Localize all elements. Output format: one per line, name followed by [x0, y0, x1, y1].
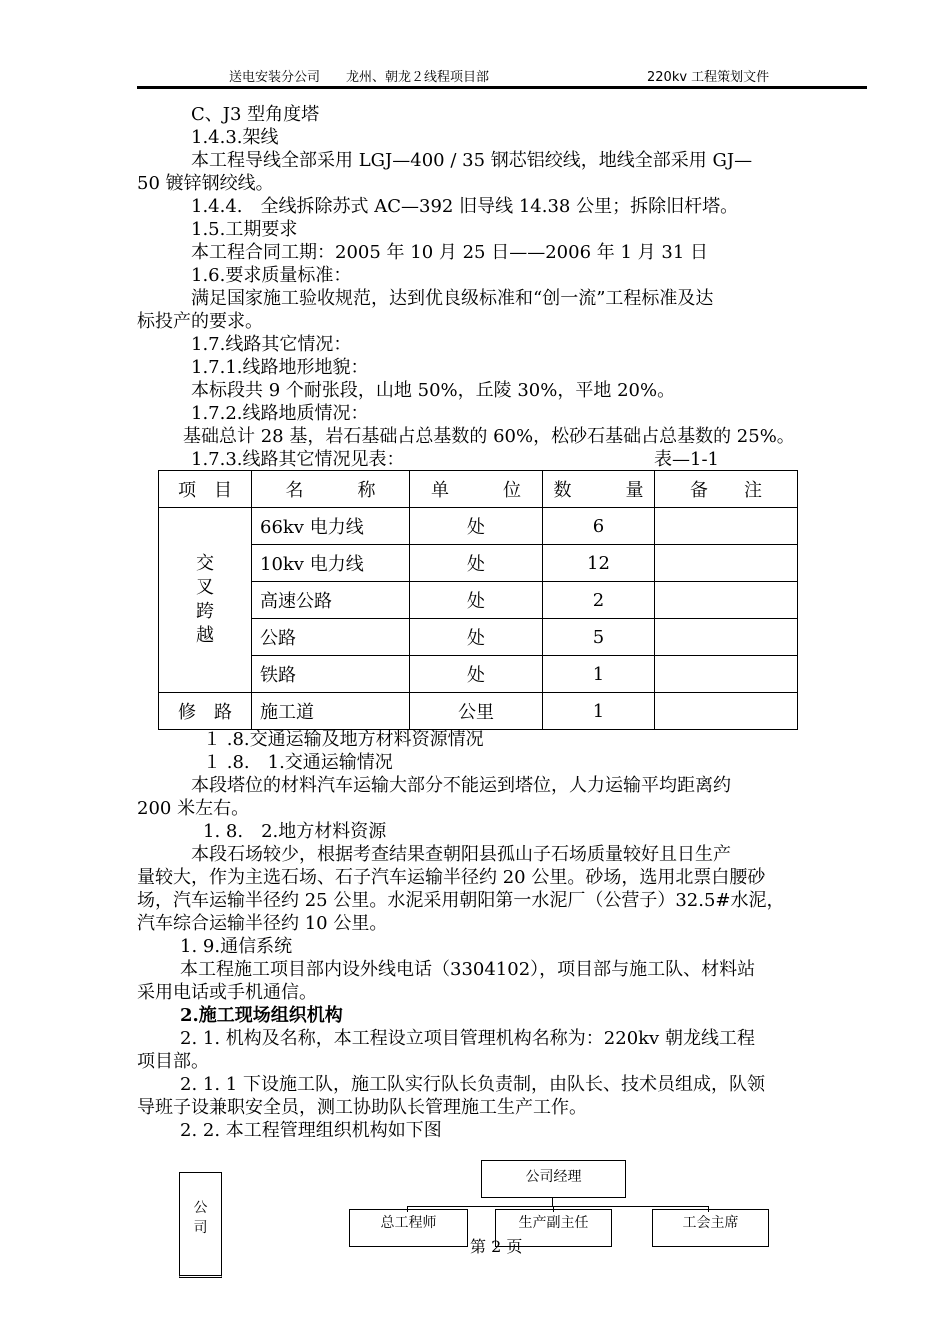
name-cell: 施工道 — [252, 693, 410, 730]
note-cell — [655, 582, 798, 619]
header-project: 龙州、朝龙２线程项目部 — [346, 70, 490, 85]
text-line: 本段塔位的材料汽车运输大部分不能运到塔位，人力运输平均距离约 — [191, 775, 731, 796]
text-line: 本工程导线全部采用 LGJ—400 / 35 钢芯铝绞线，地线全部采用 GJ— — [191, 150, 753, 171]
section-heading: 1.7.1.线路地形地貌： — [191, 357, 369, 378]
header-cell: 名 称 — [252, 471, 410, 508]
section-heading: 2. 2. 本工程管理组织机构如下图 — [180, 1120, 442, 1141]
org-left-box — [179, 1172, 222, 1278]
section-heading: 1.4.3.架线 — [191, 127, 279, 148]
section-heading: 1.7.线路其它情况： — [191, 334, 352, 355]
org-deputy-box: 生产副主任 — [495, 1209, 612, 1247]
text-line: 本段石场较少，根据考查结果查朝阳县孤山子石场质量较好且日生产 — [191, 844, 731, 865]
section-heading: 2.施工现场组织机构 — [180, 1005, 343, 1026]
header-cell: 数 量 — [543, 471, 655, 508]
text-line: 采用电话或手机通信。 — [137, 982, 317, 1003]
table-row — [159, 619, 798, 656]
section-heading: 1.7.3.线路其它情况见表： — [191, 449, 405, 470]
text-line: 本工程施工项目部内设外线电话（3304102），项目部与施工队、材料站 — [180, 959, 756, 980]
name-cell: 公路 — [252, 619, 410, 656]
note-cell — [655, 693, 798, 730]
header-company: 送电安装分公司 — [229, 70, 321, 85]
table-row — [159, 656, 798, 693]
text-line: 2. 1. 机构及名称，本工程设立项目管理机构名称为：220kv 朝龙线工程 — [180, 1028, 755, 1049]
text-line: 项目部。 — [137, 1051, 209, 1072]
org-chief-engineer-box: 总工程师 — [349, 1209, 468, 1247]
text-line: 基础总计 28 基，岩石基础占总基数的 60%，松砂石基础占总基数的 25%。 — [183, 426, 795, 447]
unit-cell: 处 — [410, 656, 543, 693]
text-line: 量较大，作为主选石场、石子汽车运输半径约 20 公里。砂场，选用北票白腰砂 — [137, 867, 766, 888]
crossing-table — [158, 470, 798, 730]
section-heading: １ .8. 1.交通运输情况 — [203, 752, 393, 773]
text-line: 1.4.4. 全线拆除苏式 AC—392 旧导线 14.38 公里；拆除旧杆塔。 — [191, 196, 739, 217]
unit-cell: 处 — [410, 545, 543, 582]
section-heading: 1. 9.通信系统 — [180, 936, 293, 957]
text-line: 200 米左右。 — [137, 798, 250, 819]
org-left-label: 公司 — [193, 1200, 208, 1236]
section-heading: １ .8.交通运输及地方材料资源情况 — [203, 729, 484, 750]
header-rule — [137, 86, 867, 89]
group-cell-crossing — [159, 508, 252, 693]
note-cell — [655, 545, 798, 582]
qty-cell: 6 — [543, 508, 655, 545]
qty-cell: 1 — [543, 693, 655, 730]
qty-cell: 2 — [543, 582, 655, 619]
text-line: C、J3 型角度塔 — [191, 104, 320, 125]
header-cell: 备 注 — [655, 471, 798, 508]
page-number: 第 2 页 — [470, 1237, 523, 1256]
name-cell: 铁路 — [252, 656, 410, 693]
section-heading: 1.6.要求质量标准： — [191, 265, 352, 286]
table-row — [159, 693, 798, 730]
text-line: 标投产的要求。 — [137, 311, 263, 332]
unit-cell: 处 — [410, 582, 543, 619]
qty-cell: 12 — [543, 545, 655, 582]
section-heading: 1.7.2.线路地质情况： — [191, 403, 369, 424]
name-cell: 高速公路 — [252, 582, 410, 619]
unit-cell: 公里 — [410, 693, 543, 730]
text-line: 场，汽车运输半径约 25 公里。水泥采用朝阳第一水泥厂（公营子）32.5#水泥， — [137, 890, 785, 911]
unit-cell: 处 — [410, 619, 543, 656]
text-line: 本标段共 9 个耐张段，山地 50%，丘陵 30%，平地 20%。 — [191, 380, 676, 401]
unit-cell: 处 — [410, 508, 543, 545]
group-cell-road: 修 路 — [159, 693, 252, 730]
note-cell — [655, 619, 798, 656]
header-doc-title: 220kv 工程策划文件 — [647, 70, 770, 85]
name-cell: 66kv 电力线 — [252, 508, 410, 545]
note-cell — [655, 656, 798, 693]
qty-cell: 5 — [543, 619, 655, 656]
org-manager-box: 公司经理 — [481, 1160, 626, 1198]
text-line: 2. 1. 1 下设施工队，施工队实行队长负责制，由队长、技术员组成，队领 — [180, 1074, 765, 1095]
text-line: 汽车综合运输半径约 10 公里。 — [137, 913, 388, 934]
table-row — [159, 508, 798, 545]
section-heading: 1. 8. 2.地方材料资源 — [203, 821, 387, 842]
table-row — [159, 545, 798, 582]
table-row — [159, 582, 798, 619]
header-cell: 项 目 — [159, 471, 252, 508]
group-label: 交叉跨越 — [195, 553, 214, 646]
text-line: 50 镀锌钢绞线。 — [137, 173, 274, 194]
org-union-box: 工会主席 — [652, 1209, 769, 1247]
table-caption: 表—1-1 — [654, 449, 719, 470]
qty-cell: 1 — [543, 656, 655, 693]
org-connector — [407, 1206, 709, 1207]
name-cell: 10kv 电力线 — [252, 545, 410, 582]
section-heading: 1.5.工期要求 — [191, 219, 298, 240]
table-header-row — [159, 471, 798, 508]
text-line: 满足国家施工验收规范，达到优良级标准和“创一流”工程标准及达 — [191, 288, 714, 309]
header-cell: 单 位 — [410, 471, 543, 508]
text-line: 本工程合同工期：2005 年 10 月 25 日——2006 年 1 月 31 日 — [191, 242, 708, 263]
text-line: 导班子设兼职安全员，测工协助队长管理施工生产工作。 — [137, 1097, 587, 1118]
note-cell — [655, 508, 798, 545]
